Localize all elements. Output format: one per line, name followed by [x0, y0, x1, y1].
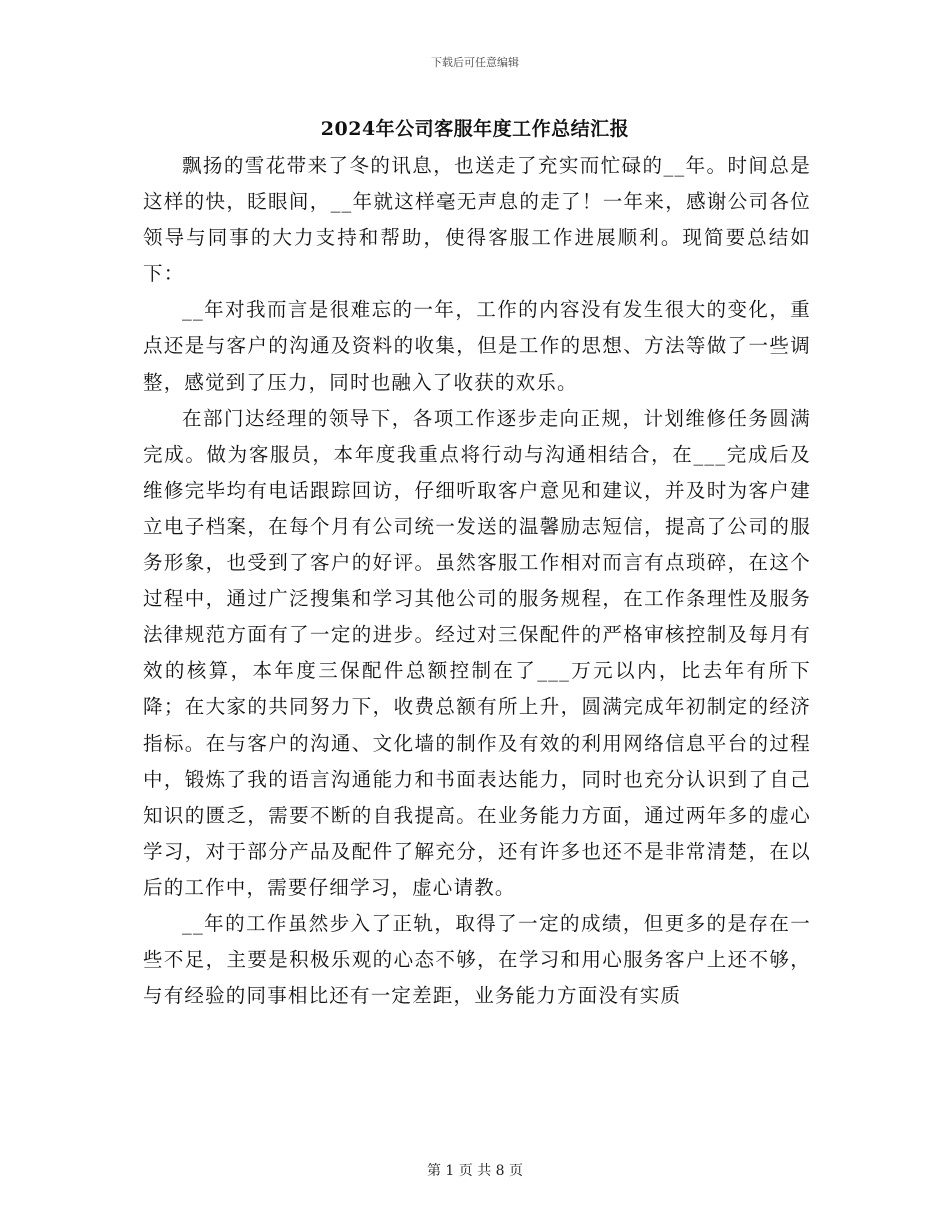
- paragraph-overview: __年对我而言是很难忘的一年，工作的内容没有发生很大的变化，重点还是与客户的沟通及资料的收集，但是工作的思想、方法等做了一些调整，感觉到了压力，同时也融入了收获的欢乐。: [143, 298, 811, 394]
- document-body: [143, 148, 811, 1014]
- paragraph-achievements: 在部门达经理的领导下，各项工作逐步走向正规，计划维修任务圆满完成。做为客服员，本年度我重点将行动与沟通相结合，在___完成后及维修完毕均有电话跟踪回访，仔细听取客户意见和建议，并及时为客户建立电子档案，在每个月有公司统一发送的温馨励志短信，提高了公司的服务形象，也受到了客户的好评。虽然客服工作相对而言有点琐碎，在这个过程中，通过广泛搜集和学习其他公司的服务规程，在工作条理性及服务法律规范方面有了一定的进步。经过对三保配件的严格审核控制及每月有效的核算，本年度三保配件总额控制在了___万元以内，比去年有所下降；在大家的共同努力下，收费总额有所上升，圆满完成年初制定的经济指标。在与客户的沟通、文化墙的制作及有效的利用网络信息平台的过程中，锻炼了我的语言沟通能力和书面表达能力，同时也充分认识到了自己知识的匮乏，需要不断的自我提高。在业务能力方面，通过两年多的虚心学习，对于部分产品及配件了解充分，还有许多也还不是非常清楚，在以后的工作中，需要仔细学习，虚心请教。: [143, 406, 811, 899]
- page-number: 第 1 页 共 8 页: [426, 1163, 524, 1179]
- document-title: 2024年公司客服年度工作总结汇报: [320, 118, 630, 140]
- paragraph-intro: 飘扬的雪花带来了冬的讯息，也送走了充实而忙碌的__年。时间总是这样的快，眨眼间，__年就这样毫无声息的走了！一年来，感谢公司各位领导与同事的大力支持和帮助，使得客服工作进展顺利。现简要总结如下：: [143, 154, 811, 286]
- paragraph-shortcomings: __年的工作虽然步入了正轨，取得了一定的成绩，但更多的是存在一些不足，主要是积极乐观的心态不够，在学习和用心服务客户上还不够，与有经验的同事相比还有一定差距，业务能力方面没有实质: [143, 911, 811, 1008]
- header-note: 下载后可任意编辑: [431, 56, 519, 69]
